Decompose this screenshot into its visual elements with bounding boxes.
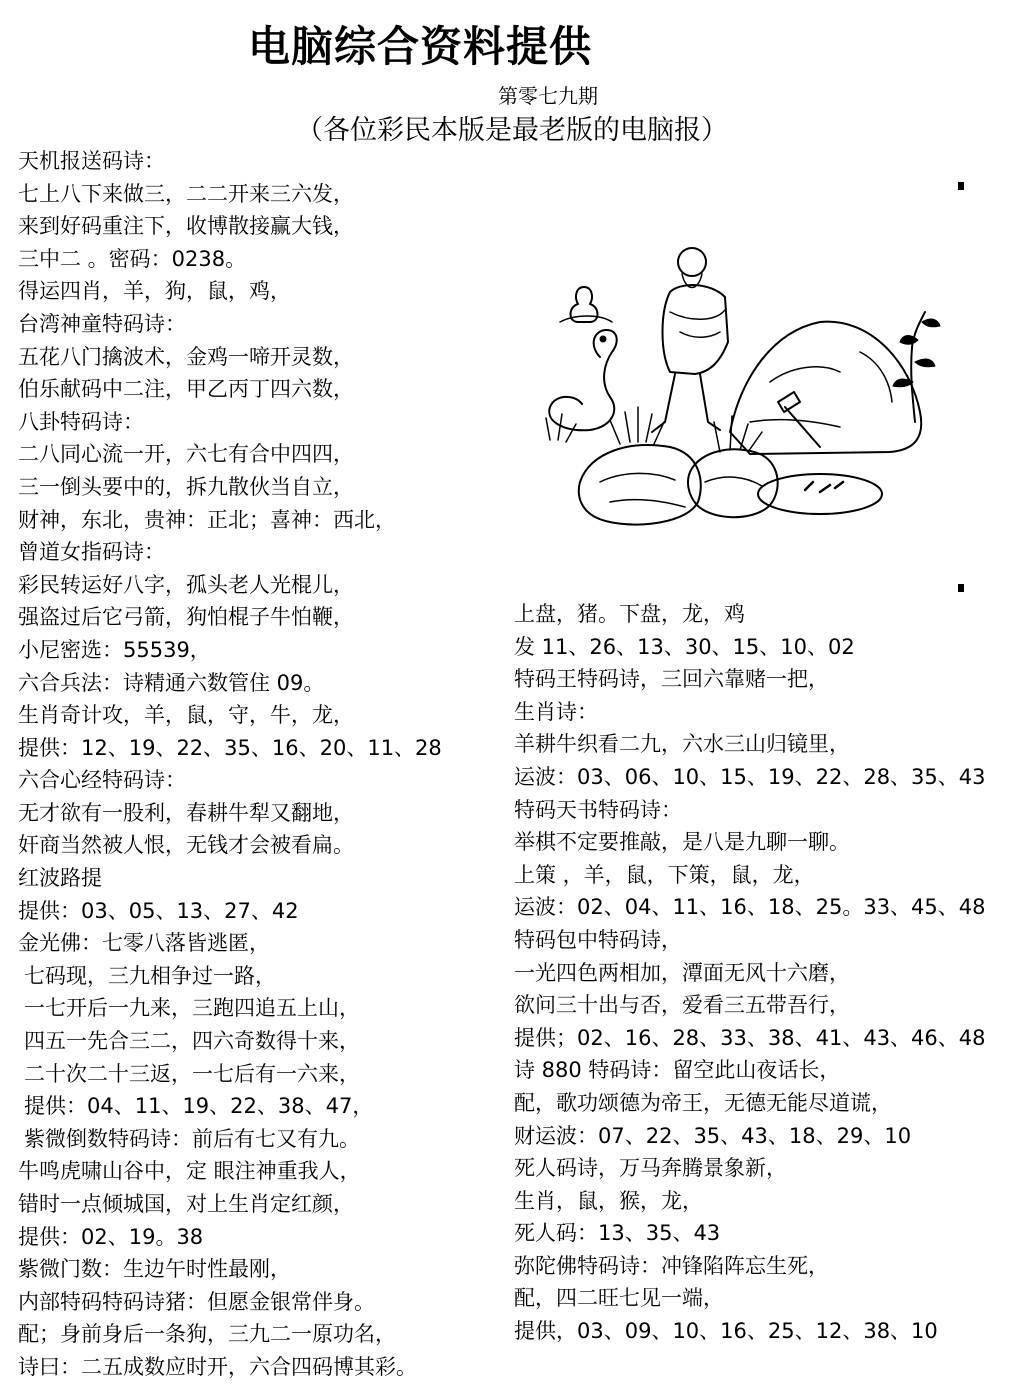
illustration bbox=[520, 182, 960, 552]
text-line: 运波：03、06、10、15、19、22、28、35、43 bbox=[514, 764, 986, 789]
text-line: 特码王特码诗，三回六靠赌一把， bbox=[514, 667, 829, 692]
text-line: 三一倒头要中的，拆九散伙当自立， bbox=[18, 474, 354, 499]
text-line: 一光四色两相加，潭面无风十六磨， bbox=[514, 960, 850, 985]
text-line: 牛鸣虎啸山谷中，定 眼注神重我人， bbox=[18, 1159, 361, 1184]
text-line: 配；身前身后一条狗，三九二一原功名， bbox=[18, 1322, 396, 1347]
text-line: 四五一先合三二，四六奇数得十来， bbox=[24, 1029, 360, 1054]
old-man-head bbox=[678, 248, 706, 276]
text-line: 内部特码特码诗猪：但愿金银常伴身。 bbox=[18, 1289, 375, 1314]
text-line: 生肖诗： bbox=[514, 699, 598, 724]
text-line: 提供；02、16、28、33、38、41、43、46、48 bbox=[514, 1025, 986, 1050]
text-line: 生肖，鼠，猴，龙， bbox=[514, 1188, 703, 1213]
text-line: 举棋不定要推敲，是八是九聊一聊。 bbox=[514, 830, 850, 855]
text-line: 无才欲有一股利，春耕牛犁又翻地， bbox=[18, 800, 354, 825]
text-line: 诗曰：二五成数应时开，六合四码博其彩。 bbox=[18, 1354, 417, 1379]
text-line: 配，四二旺七见一端， bbox=[514, 1286, 724, 1311]
old-man-body bbox=[663, 285, 729, 374]
text-line: 一七开后一九来，三跑四追五上山， bbox=[24, 996, 360, 1021]
text-line: 三中二 。密码：0238。 bbox=[18, 246, 247, 271]
text-line: 发 11、26、13、30、15、10、02 bbox=[514, 634, 855, 659]
rock-front-left bbox=[579, 445, 701, 525]
text-line: 七上八下来做三，二二开来三六发， bbox=[18, 181, 354, 206]
text-line: 天机报送码诗： bbox=[18, 149, 165, 173]
text-line: 错时一点倾城国，对上生肖定红颜， bbox=[18, 1192, 354, 1216]
text-line: 八卦特码诗： bbox=[18, 409, 144, 434]
text-line: 奸商当然被人恨，无钱才会被看扁。 bbox=[18, 833, 354, 858]
issue-number: 第零七九期 bbox=[498, 84, 598, 108]
text-line: 提供，03、09、10、16、25、12、38、10 bbox=[514, 1319, 938, 1344]
text-line: 特码包中特码诗， bbox=[514, 927, 682, 952]
text-line: 弥陀佛特码诗：冲锋陷阵忘生死， bbox=[514, 1253, 829, 1278]
text-line: 提供：12、19、22、35、16、20、11、28 bbox=[18, 735, 442, 760]
text-line: 欲问三十出与否，爱看三五带吾行， bbox=[514, 993, 850, 1018]
text-line: 死人码诗，万马奔腾景象新， bbox=[514, 1156, 787, 1181]
text-line: 财神，东北，贵神：正北；喜神：西北， bbox=[18, 507, 396, 532]
text-line: 伯乐献码中二注，甲乙丙丁四六数， bbox=[18, 377, 354, 402]
text-line: 二十次二十三返，一七后有一六来， bbox=[24, 1061, 360, 1086]
text-line: 金光佛：七零八落皆逃匿， bbox=[18, 931, 270, 956]
text-line: 六合兵法：诗精通六数管住 09。 bbox=[18, 670, 325, 695]
text-line: 上策 ，羊，鼠，下策，鼠，龙， bbox=[514, 862, 815, 887]
old-man-legs bbox=[652, 374, 720, 432]
decorative-mark bbox=[958, 182, 964, 190]
page-title: 电脑综合资料提供 bbox=[248, 22, 593, 71]
text-line: 得运四肖，羊，狗，鼠，鸡， bbox=[18, 279, 291, 304]
snake bbox=[549, 330, 617, 430]
decorative-mark bbox=[958, 584, 964, 592]
text-line: 运波：02、04、11、16、18、25。33、45、48 bbox=[514, 895, 986, 920]
text-line: 羊耕牛织看二九，六水三山归镜里， bbox=[514, 732, 850, 757]
page-subtitle: （各位彩民本版是最老版的电脑报） bbox=[296, 115, 728, 146]
text-line: 上盘，猪。下盘，龙，鸡 bbox=[514, 602, 745, 626]
text-line: 紫微倒数特码诗：前后有七又有九。 bbox=[24, 1126, 360, 1151]
text-line: 七码现，三九相争过一路， bbox=[24, 963, 276, 988]
text-line: 财运波：07、22、35、43、18、29、10 bbox=[514, 1123, 912, 1148]
text-line: 曾道女指码诗： bbox=[18, 540, 165, 565]
text-line: 提供：02、19。38 bbox=[18, 1224, 204, 1249]
text-line: 六合心经特码诗： bbox=[18, 768, 186, 793]
text-line: 紫微门数：生边午时性最刚， bbox=[18, 1257, 291, 1282]
text-line: 台湾神童特码诗： bbox=[18, 311, 186, 336]
rock-large bbox=[730, 322, 921, 454]
text-line: 死人码：13、35、43 bbox=[514, 1221, 721, 1246]
text-line: 特码天书特码诗： bbox=[514, 797, 682, 822]
text-line: 配，歌功颂德为帝王，无德无能尽道谎， bbox=[514, 1090, 892, 1115]
text-line: 来到好码重注下，收博散接赢大钱， bbox=[18, 214, 354, 239]
text-line: 二八同心流一开，六七有合中四四， bbox=[18, 442, 354, 467]
text-line: 生肖奇计攻，羊，鼠，守，牛，龙， bbox=[18, 703, 354, 728]
text-line: 五花八门擒波术，金鸡一啼开灵数， bbox=[18, 344, 354, 369]
text-line: 彩民转运好八字，孤头老人光棍儿， bbox=[18, 572, 354, 597]
text-line: 提供：03、05、13、27、42 bbox=[18, 898, 299, 923]
text-line: 强盗过后它弓箭，狗怕棍子牛怕鞭， bbox=[18, 605, 354, 630]
text-line: 诗 880 特码诗：留空此山夜话长， bbox=[514, 1058, 841, 1083]
right-column bbox=[514, 598, 986, 1348]
text-line: 小尼密选：55539， bbox=[18, 637, 211, 662]
text-line: 提供：04、11、19、22、38、47， bbox=[24, 1094, 374, 1119]
text-line: 红波路提 bbox=[18, 866, 102, 891]
left-column bbox=[18, 145, 442, 1384]
